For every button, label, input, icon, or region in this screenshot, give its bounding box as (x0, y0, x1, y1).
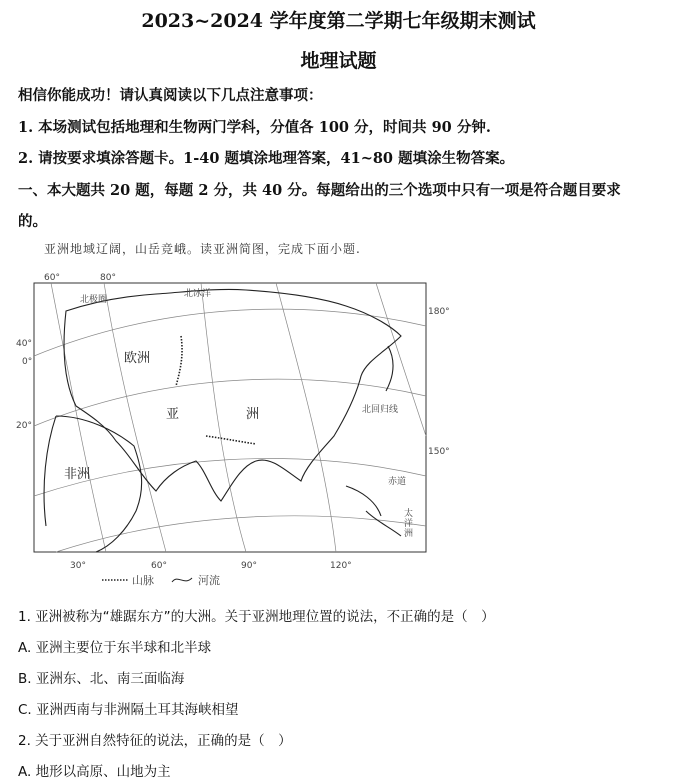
exam-subtitle: 地理试题 (300, 50, 377, 72)
africa-label: 非洲 (64, 467, 91, 482)
lon-label: 120° (330, 561, 352, 571)
question-stem: 2. 关于亚洲自然特征的说法，正确的是（ ） (18, 733, 292, 749)
lon-label: 30° (70, 561, 86, 571)
asia-label: 洲 (246, 407, 260, 422)
notice-item: 2. 请按要求填涂答题卡。1-40 题填涂地理答案，41~80 题填涂生物答案。 (18, 150, 515, 167)
lat-label: 0° (22, 357, 33, 367)
lon-label: 80° (100, 273, 116, 283)
arctic-ocean-label: 北冰洋 (184, 289, 212, 299)
ural-mountains (176, 336, 182, 386)
ocean-label: 洋 (404, 519, 414, 529)
map-intro: 亚洲地域辽阔，山岳竞峨。读亚洲简图，完成下面小题. (44, 242, 361, 256)
lon-label: 60° (44, 273, 60, 283)
question-option[interactable]: A. 亚洲主要位于东半球和北半球 (18, 640, 212, 656)
lon-label: 150° (428, 447, 450, 457)
equator-label: 赤道 (388, 477, 407, 487)
lon-label: 90° (241, 561, 257, 571)
notice-heading: 相信你能成功！请认真阅读以下几点注意事项： (18, 87, 323, 104)
river-legend-symbol (172, 578, 192, 582)
lat-label: 20° (16, 421, 32, 431)
river-legend-label: 河流 (198, 574, 220, 587)
ocean-label: 太 (404, 509, 414, 519)
notice-item: 1. 本场测试包括地理和生物两门学科，分值各 100 分，时间共 90 分钟. (18, 119, 491, 136)
question-option[interactable]: B. 亚洲东、北、南三面临海 (18, 671, 185, 687)
question-option[interactable]: A. 地形以高原、山地为主 (18, 764, 171, 780)
question-option[interactable]: C. 亚洲西南与非洲隔土耳其海峡相望 (18, 702, 239, 718)
section-instruction: 一、本大题共 20 题，每题 2 分，共 40 分。每题给出的三个选项中只有一项是符合题目要求 (18, 182, 621, 199)
tropic-label: 北回归线 (362, 405, 399, 415)
lon-label: 180° (428, 307, 450, 317)
lat-label: 40° (16, 339, 32, 349)
mountain-legend-label: 山脉 (132, 574, 154, 587)
europe-label: 欧洲 (124, 351, 151, 366)
lon-label: 60° (151, 561, 167, 571)
ocean-label: 洲 (404, 529, 414, 539)
himalaya-mountains (206, 436, 256, 444)
asia-map (16, 266, 450, 594)
question-stem: 1. 亚洲被称为“雄踞东方”的大洲。关于亚洲地理位置的说法，不正确的是（ ） (18, 609, 495, 625)
exam-title: 2023~2024 学年度第二学期七年级期末测试 (141, 10, 536, 32)
arctic-circle-label: 北极圈 (80, 295, 108, 305)
asia-label: 亚 (166, 407, 180, 422)
section-instruction-cont: 的。 (18, 213, 47, 230)
coastlines (44, 289, 401, 552)
